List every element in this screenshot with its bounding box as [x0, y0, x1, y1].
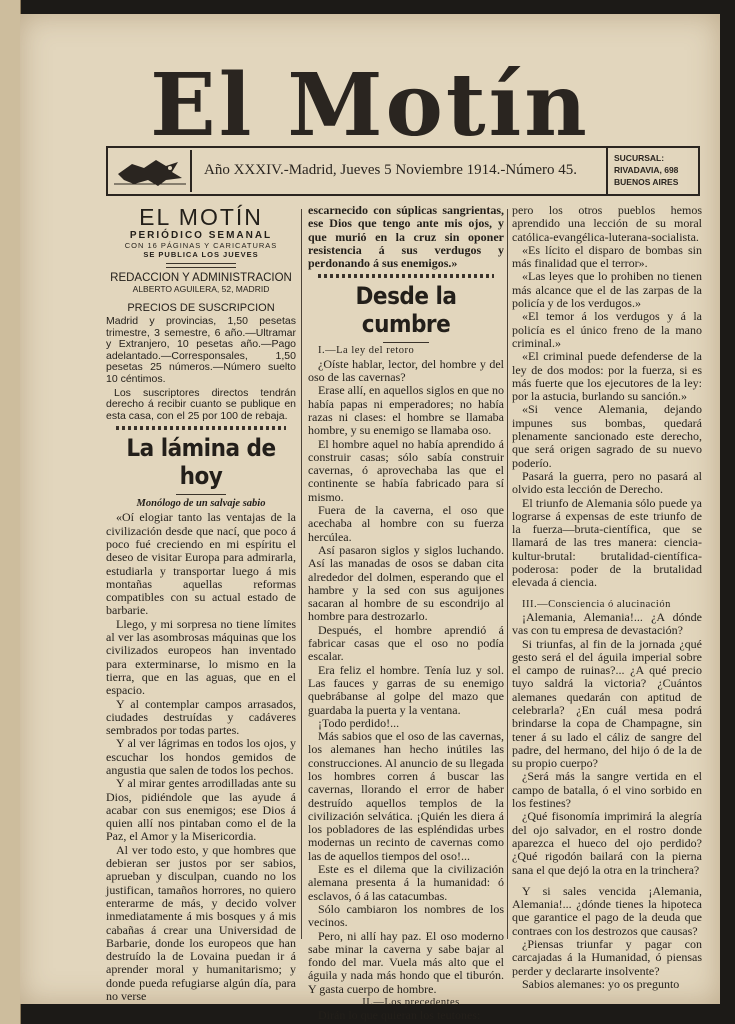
publication-schedule: SE PUBLICA LOS JUEVES [143, 250, 259, 259]
redaccion-heading: REDACCION Y ADMINISTRACION [110, 272, 292, 284]
sucursal-address: RIVADAVIA, 698 [614, 165, 679, 175]
paragraph: Erase allí, en aquellos siglos en que no había papas ni emperadores; no había razas ni clases: el hombre se llamaba hombre, y su enemigo se llamaba oso. [308, 383, 504, 438]
bird-emblem-icon [110, 150, 190, 192]
precios-heading: PRECIOS DE SUSCRIPCION [127, 302, 275, 314]
paragraph: Sólo cambiaron los nombres de los vecinos. [308, 901, 504, 930]
paragraph: ¿Piensas triunfar y pagar con carcajadas á la Humanidad, ó piensas perder y declararte insolvente? [512, 937, 702, 978]
paragraph: Pero, ni allí hay paz. El oso moderno sabe minar la caverna y sabe bajar al fondo del mar. Vuela más alto que el águila y nada más hondo que el tiburón. Y gasta cuerpo de hombre. [308, 928, 504, 996]
paragraph: Después, el hombre aprendió á fabricar casas que el oso no podía escalar. [308, 622, 504, 664]
paragraph: Al ver todo esto, y que hombres que debieran ser justos por ser sabios, aprueban y disculpan, cuando no los justifican, tamaños horrores, no quiero enterarme de más, y decido volver inmediatamente á mis bosques y á mis cabañas á crear una Universidad de Barbarie, donde los europeos que han destruído la de Lovaina puedan ir á aprender moral y humanitarismo; y donde pueda refugiarse algún día, para no verse [106, 842, 296, 1004]
headline-lamina: La lámina de hoy [126, 434, 276, 491]
column-2 [308, 204, 504, 1023]
redaccion-address: ALBERTO AGUILERA, 52, MADRID [132, 284, 270, 294]
paragraph: escarnecido con súplicas sangrientas, ese Dios que tengo ante mis ojos, y que murió en la cruz sin oponer resistencia á sus verdugos y perdonando á sus enemigos.» [308, 203, 504, 271]
issue-date-line: Año XXXIV.-Madrid, Jueves 5 Noviembre 1914.-Número 45. [204, 162, 577, 178]
paragraph: Fuera de la caverna, el oso que acechaba al hombre con su fuerza hercúlea. [308, 503, 504, 544]
paragraph: «El criminal puede defenderse de la ley de dos modos: por la fuerza, si es más fuerte que los ejecutores de la ley: por la astucia, burlando su sanción.» [512, 349, 702, 404]
paragraph: Así pasaron siglos y siglos luchando. Así las manadas de osos se daban cita alrededor del dolmen, esperando que el hambre y la sed con sus aguijones sacaran al hombre de su escondrijo al hombre para destrozarlo. [308, 542, 504, 624]
paragraph: «Las leyes que lo prohiben no tienen más alcance que el de las zarpas de la policía y de los verdugos.» [512, 269, 702, 311]
paragraph: Más sabios que el oso de las cavernas, los alemanes han hecho inútiles las construcciones. Al anuncio de su llegada los hombres corren á buscar las cavernas, llorando el error de haber destruído aquellos templos de la civilización selvática. ¡Quién les diera á los pobladores de las espléndidas urbes modernas un recinto de cavernas como las de aquellos tiempos del oso!... [308, 729, 504, 863]
paragraph: «Si vence Alemania, dejando impunes sus bombas, quedará plenamente sancionado este derecho, que será origen sagrado de su nuevo poderío. [512, 402, 702, 470]
section-heading: II.—Los precedentes [362, 997, 460, 1009]
paragraph: «El temor á los verdugos y á la policía es el único freno de la mano criminal.» [512, 309, 702, 350]
divider [166, 263, 236, 268]
paragraph: Pasará la guerra, pero no pasará al olvido esta lección de Derecho. [512, 468, 702, 497]
column-3 [512, 204, 702, 991]
paragraph: El hombre aquel no había aprendido á construir casas; sólo sabía construir cavernas, ó aprovechaba las que el continente se había fabricado para sí mismo. [308, 436, 504, 504]
subhead-monologo: Monólogo de un salvaje sabio [136, 498, 266, 510]
paragraph: Este es el dilema que la civilización alemana presenta á la humanidad: ó esclavos, ó á las catacumbas. [308, 862, 504, 903]
column-divider [301, 209, 302, 939]
paragraph: Si triunfas, al fin de la jornada ¿qué gesto será el del águila imperial sobre el campo de ruinas?... ¿A qué precio tuyo saldrá la victoria? ¿Cuántos alemanes quedarán con aptitud de celebrarla? ¿En cuál mesa podrá brindarse la copa de Champagne, sin tener á su lado el cáliz de sangre del padre, del hermano, del hijo ó de la de su propio cuerpo? [512, 636, 702, 771]
paragraph: El triunfo de Alemania sólo puede ya lograrse á expensas de este triunfo de la fuerza—bruta-científica, que se llamará de las tres manera: ciencia-kultur-brutal: brutalidad-científica-poderosa: poder de la brutalidad elevada á ciencia. [512, 495, 702, 590]
paragraph: ¿Oíste hablar, lector, del hombre y del oso de las cavernas? [308, 356, 504, 385]
section-heading: III.—Consciencia ó alucinación [522, 598, 671, 610]
sucursal-box [606, 148, 698, 194]
article-lamina-continuation [308, 204, 504, 270]
previous-page-edge [0, 0, 21, 1024]
precios-text: Madrid y provincias, 1,50 pesetas trimestre, 3 semestre, 6 año.—Ultramar y Extranjero, 10 pesetas año.—Pago adelantado.—Corresponsales, 1,50 pesetas 25 números.—Número suelto 10 céntimos. [106, 315, 296, 385]
paragraph: «Oí elogiar tanto las ventajas de la civilización desde que nací, que poco á poco fué creciendo en mi espíritu el deseo de visitar Europa para admirarla, estudiarla y transportar luego á mis montañas aquellas reformas compatibles con su actual estado de barbarie. [106, 510, 296, 618]
paragraph: ¿Será más la sangre vertida en el campo de batalla, ó el vino sorbido en los festines? [512, 769, 702, 811]
paragraph: Y si sales vencida ¡Alemania, Alemania!... ¿dónde tienes la hipoteca que garantice el pago de la deuda que contraes con los destrozos que causas? [512, 883, 702, 938]
publication-pages: CON 16 PÁGINAS Y CARICATURAS [124, 241, 278, 250]
suscriptores-text: Los suscriptores directos tendrán derecho á recibir cuanto se publique en esta casa, con el 25 por 100 de rebaja. [106, 386, 296, 422]
publication-subtitle: PERIÓDICO SEMANAL [129, 230, 273, 241]
info-bar [106, 146, 700, 196]
paragraph: Y al mirar gentes arrodilladas ante su Dios, pidiéndole que las ayude á acabar con sus enemigos; ese Dios á quien allí nos pintaban como el de la Paz, el Amor y la Misericordia. [106, 776, 296, 844]
newspaper-page [20, 14, 720, 1023]
divider [176, 494, 226, 496]
article-lamina-body [106, 511, 296, 1003]
masthead-emblem [110, 150, 192, 192]
paragraph: Sabios alemanes: yo os pregunto [522, 976, 680, 991]
publication-title: EL MOTÍN [139, 204, 263, 230]
divider [116, 426, 286, 430]
article-cumbre-body [308, 344, 504, 1022]
paragraph: pero los otros pueblos hemos aprendido una lección de su moral católica-evangélica-luterana-socialista. [512, 203, 702, 244]
headline-cumbre: Desde la cumbre [355, 282, 457, 339]
section-heading: I.—La ley del retoro [318, 345, 415, 357]
paragraph: ¿Qué fisonomía imprimirá la alegría del ojo salvador, en el rostro donde aparezca el hueco del ojo perdido? ¿Qué rigodón bailará con la pierna sana el que dejó la otra en la trinchera? [512, 809, 702, 877]
paragraph: Y al ver lágrimas en todos los ojos, y escuchar los hondos gemidos de angustia que salen de todos los pechos. [106, 736, 296, 777]
paragraph: Llego, y mi sorpresa no tiene límites al ver las asombrosas máquinas que los civilizados europeos han inventado para exterminarse, lo mismo en la tierra, que en las aguas, que en el espacio. [106, 616, 296, 698]
paragraph: Era feliz el hombre. Tenía luz y sol. Las fauces y garras de su enemigo quebrábanse al golpe del mazo que guardaba la puerta y la ventana. [308, 662, 504, 717]
sucursal-city: BUENOS AIRES [614, 177, 679, 187]
paragraph: Y al contemplar campos arrasados, ciudades destruídas y cadáveres sembrados por todas partes. [106, 696, 296, 738]
column-1 [106, 204, 296, 1003]
paragraph: «Es lícito el disparo de bombas sin más finalidad que el terror». [512, 242, 702, 271]
divider [318, 274, 494, 278]
article-cumbre-continuation [512, 204, 702, 991]
paragraph: Dirán lo que quieran los teutones: [318, 1008, 481, 1023]
paragraph: ¡Todo perdido!... [318, 715, 400, 730]
column-divider [507, 209, 508, 939]
paragraph: ¡Alemania, Alemania!... ¿A dónde vas con tu empresa de devastación? [512, 609, 702, 638]
masthead-title: El Motín [150, 55, 590, 156]
sucursal-label: SUCURSAL: [614, 153, 665, 163]
